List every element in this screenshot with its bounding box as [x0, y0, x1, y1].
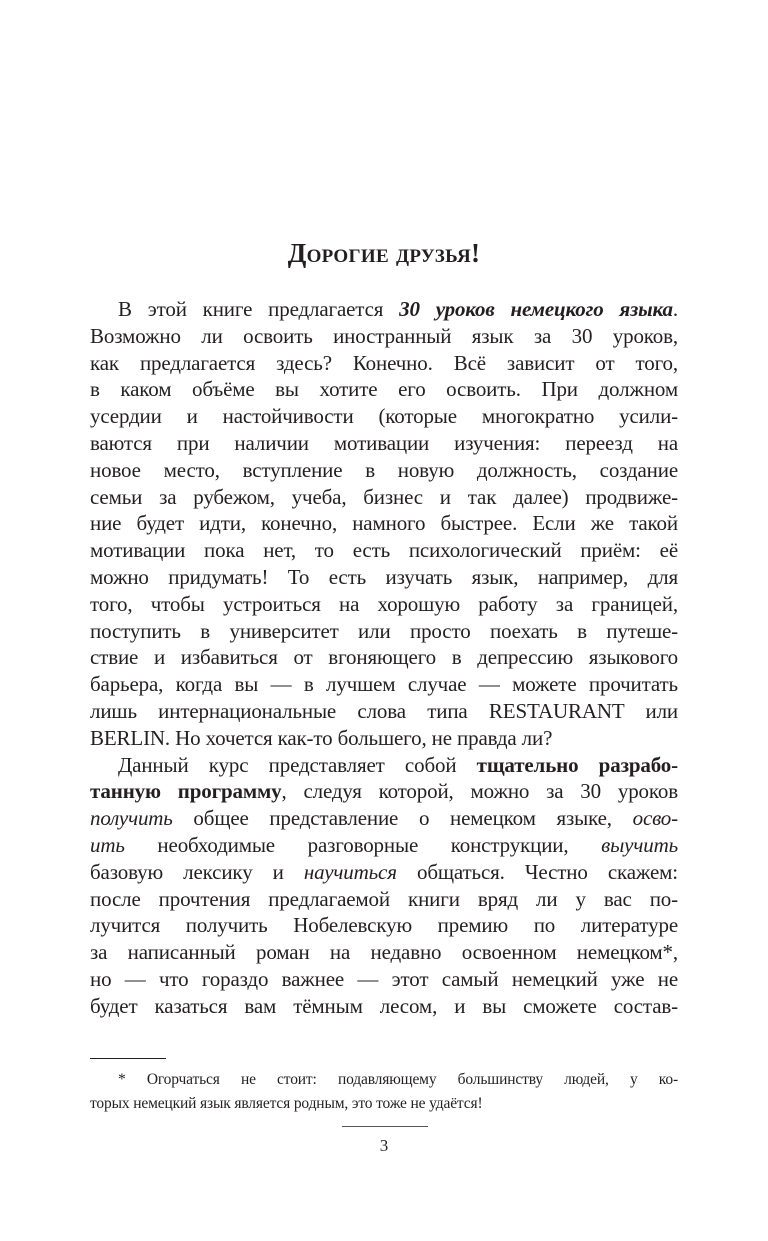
text-segment: как предлагается здесь? Конечно. Всё зависит от того,	[90, 350, 678, 375]
page-number: 3	[379, 1136, 389, 1155]
text-line	[90, 644, 678, 671]
footnote-line	[90, 1068, 678, 1092]
text-line	[90, 618, 678, 645]
text-segment: Данный курс представляет собой	[118, 752, 477, 777]
text-segment: * Огорчаться не стоит: подавляющему большинству людей, у ко-	[118, 1071, 678, 1088]
text-segment: но — что гораздо важнее — этот самый немецкий уже не	[90, 966, 678, 991]
text-line	[90, 939, 678, 966]
text-segment: общее представление о немецком языке,	[172, 806, 633, 831]
emphasized-text: получить	[90, 806, 173, 831]
text-segment: того, чтобы устроиться на хорошую работу за границей,	[90, 591, 678, 616]
text-line	[90, 537, 678, 564]
text-segment: новое место, вступление в новую должность, создание	[90, 457, 678, 482]
text-line	[90, 564, 678, 591]
text-line	[90, 350, 678, 377]
text-segment: поступить в университет или просто поехать в путеше-	[90, 618, 678, 643]
emphasized-text: тщательно разрабо-	[476, 752, 678, 777]
text-segment: в каком объёме вы хотите его освоить. При должном	[90, 377, 678, 402]
page-title: Дорогие друзья!	[287, 238, 481, 268]
text-segment: Возможно ли освоить иностранный язык за 30 уроков,	[90, 323, 678, 348]
text-line	[90, 591, 678, 618]
text-line	[90, 296, 678, 323]
text-line	[90, 484, 678, 511]
footnote	[90, 1068, 678, 1116]
text-segment: барьера, когда вы — в лучшем случае — можете прочитать	[90, 672, 678, 697]
text-segment: ваются при наличии мотивации изучения: переезд на	[90, 430, 678, 455]
body-text	[90, 296, 678, 1020]
text-segment: .	[672, 297, 678, 321]
text-line	[90, 457, 678, 484]
emphasized-text: осво-	[632, 806, 678, 831]
text-segment: BERLIN. Но хочется как-то большего, не правда ли?	[90, 725, 553, 750]
footnote-line	[90, 1092, 678, 1116]
text-segment: ние будет идти, конечно, намного быстрее. Если же такой	[90, 511, 678, 536]
text-segment: лишь интернациональные слова типа RESTAURANT или	[90, 698, 678, 723]
text-segment: мотивации пока нет, то есть психологический приём: её	[90, 538, 678, 563]
emphasized-text: танную программу	[90, 779, 282, 804]
footnote-divider	[90, 1058, 166, 1059]
text-segment: после прочтения предлагаемой книги вряд ли у вас по-	[90, 886, 678, 911]
text-line	[90, 698, 678, 725]
text-line	[90, 430, 678, 457]
text-line	[90, 323, 678, 350]
text-line	[90, 993, 678, 1020]
text-segment: за написанный роман на недавно освоенном немецком*,	[90, 940, 678, 965]
text-line	[90, 859, 678, 886]
text-line	[90, 832, 678, 859]
text-segment: усердии и настойчивости (которые многократно усили-	[90, 404, 678, 429]
text-line	[90, 752, 678, 779]
emphasized-text: 30 уроков немецкого языка	[399, 297, 673, 321]
text-segment: базовую лексику и	[90, 859, 304, 884]
text-line	[90, 671, 678, 698]
text-line	[90, 912, 678, 939]
text-segment: семьи за рубежом, учеба, бизнес и так далее) продвиже-	[90, 484, 678, 509]
emphasized-text: научиться	[303, 859, 397, 884]
text-segment: общаться. Честно скажем:	[396, 859, 678, 884]
text-segment: можно придумать! То есть изучать язык, например, для	[90, 564, 678, 589]
text-line	[90, 376, 678, 403]
text-segment: В этой книге предлагается	[118, 297, 400, 321]
text-line	[90, 510, 678, 537]
text-segment: будет казаться вам тёмным лесом, и вы сможете состав-	[90, 993, 678, 1018]
text-line	[90, 886, 678, 913]
emphasized-text: выучить	[601, 832, 678, 857]
text-line	[90, 725, 678, 752]
text-segment: необходимые разговорные конструкции,	[124, 832, 602, 857]
text-line	[90, 966, 678, 993]
text-line	[90, 403, 678, 430]
emphasized-text: ить	[90, 832, 125, 857]
text-segment: , следуя которой, можно за 30 уроков	[281, 779, 678, 804]
text-segment: лучится получить Нобелевскую премию по литературе	[90, 913, 678, 938]
text-segment: торых немецкий язык является родным, это тоже не удаётся!	[90, 1095, 483, 1112]
text-line	[90, 778, 678, 805]
text-segment: ствие и избавиться от вгоняющего в депрессию языкового	[90, 645, 678, 670]
page-number-divider	[342, 1126, 428, 1127]
text-line	[90, 805, 678, 832]
